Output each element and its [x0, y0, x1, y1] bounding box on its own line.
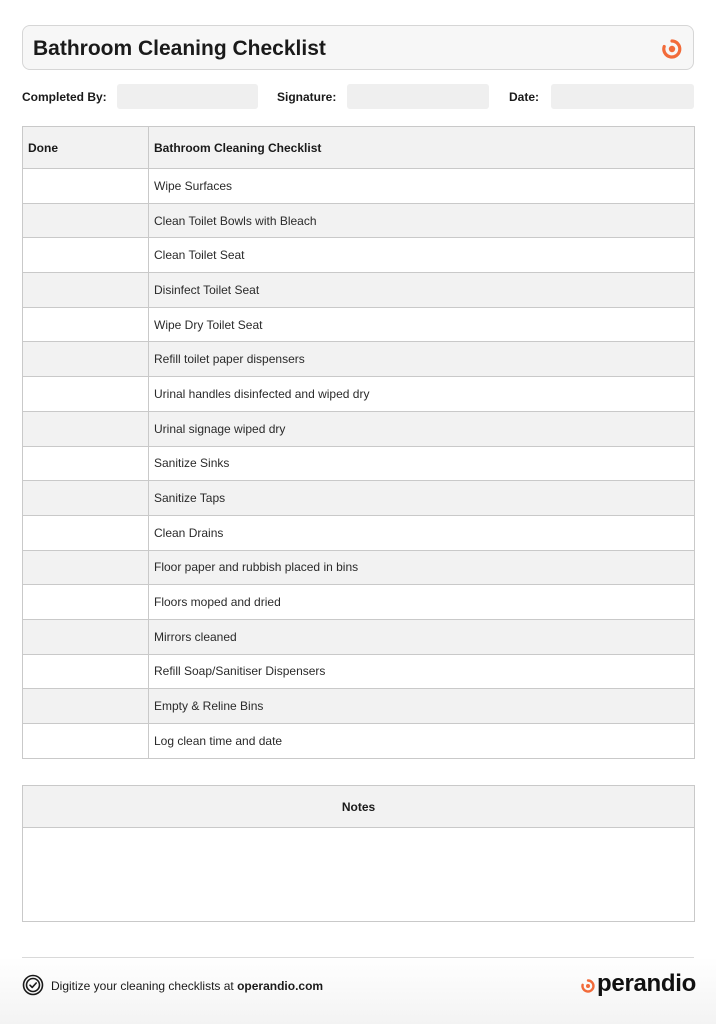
done-cell[interactable] [23, 724, 149, 759]
checklist-row [23, 342, 695, 377]
task-label: Empty & Reline Bins [149, 689, 695, 724]
task-label: Urinal handles disinfected and wiped dry [149, 377, 695, 412]
done-cell[interactable] [23, 689, 149, 724]
check-circle-icon [22, 974, 44, 996]
task-label: Sanitize Taps [149, 481, 695, 516]
checklist-row [23, 654, 695, 689]
title-bar [22, 25, 694, 70]
page-title: Bathroom Cleaning Checklist [33, 37, 326, 60]
done-cell[interactable] [23, 411, 149, 446]
notes-box [22, 785, 695, 922]
done-cell[interactable] [23, 377, 149, 412]
checklist-row [23, 377, 695, 412]
done-cell[interactable] [23, 619, 149, 654]
task-label: Log clean time and date [149, 724, 695, 759]
checklist-row [23, 273, 695, 308]
task-label: Wipe Dry Toilet Seat [149, 307, 695, 342]
checklist-row [23, 550, 695, 585]
footer-divider [22, 957, 694, 958]
done-cell[interactable] [23, 342, 149, 377]
checklist-row [23, 203, 695, 238]
checklist-row [23, 446, 695, 481]
date-field[interactable] [551, 84, 694, 109]
done-cell[interactable] [23, 446, 149, 481]
task-label: Wipe Surfaces [149, 169, 695, 204]
signature-label: Signature: [277, 90, 337, 104]
checklist-row [23, 481, 695, 516]
checklist-row [23, 619, 695, 654]
footer-cta: Digitize your cleaning checklists at operandio.com [51, 979, 324, 993]
task-label: Sanitize Sinks [149, 446, 695, 481]
notes-heading: Notes [23, 786, 694, 828]
checklist-row [23, 307, 695, 342]
done-cell[interactable] [23, 238, 149, 273]
done-cell[interactable] [23, 515, 149, 550]
done-cell[interactable] [23, 307, 149, 342]
checklist-row [23, 238, 695, 273]
footer-link[interactable]: operandio.com [237, 979, 324, 993]
task-label: Refill Soap/Sanitiser Dispensers [149, 654, 695, 689]
checklist-header-row [23, 127, 695, 169]
done-cell[interactable] [23, 654, 149, 689]
checklist-row [23, 724, 695, 759]
date-label: Date: [509, 90, 540, 104]
task-column-header: Bathroom Cleaning Checklist [149, 127, 695, 169]
checklist-row [23, 689, 695, 724]
checklist-row [23, 411, 695, 446]
notes-area[interactable] [23, 828, 694, 922]
task-label: Refill toilet paper dispensers [149, 342, 695, 377]
brand-wordmark: perandio [597, 970, 696, 997]
done-cell[interactable] [23, 481, 149, 516]
checklist-table [22, 126, 695, 759]
task-label: Mirrors cleaned [149, 619, 695, 654]
footer [0, 957, 716, 1024]
completed-by-field[interactable] [117, 84, 258, 109]
task-label: Disinfect Toilet Seat [149, 273, 695, 308]
brand-logo [580, 971, 696, 997]
operandio-logo-icon [659, 36, 685, 62]
done-cell[interactable] [23, 550, 149, 585]
done-cell[interactable] [23, 169, 149, 204]
operandio-mark-icon [580, 978, 596, 994]
completed-by-label: Completed By: [22, 90, 107, 104]
task-label: Clean Toilet Bowls with Bleach [149, 203, 695, 238]
task-label: Clean Drains [149, 515, 695, 550]
task-label: Floor paper and rubbish placed in bins [149, 550, 695, 585]
signature-field[interactable] [347, 84, 489, 109]
task-label: Clean Toilet Seat [149, 238, 695, 273]
info-row [22, 84, 694, 109]
task-label: Urinal signage wiped dry [149, 411, 695, 446]
done-cell[interactable] [23, 585, 149, 620]
task-label: Floors moped and dried [149, 585, 695, 620]
done-cell[interactable] [23, 273, 149, 308]
checklist-row [23, 585, 695, 620]
checklist-row [23, 169, 695, 204]
checklist-row [23, 515, 695, 550]
done-column-header: Done [23, 127, 149, 169]
done-cell[interactable] [23, 203, 149, 238]
